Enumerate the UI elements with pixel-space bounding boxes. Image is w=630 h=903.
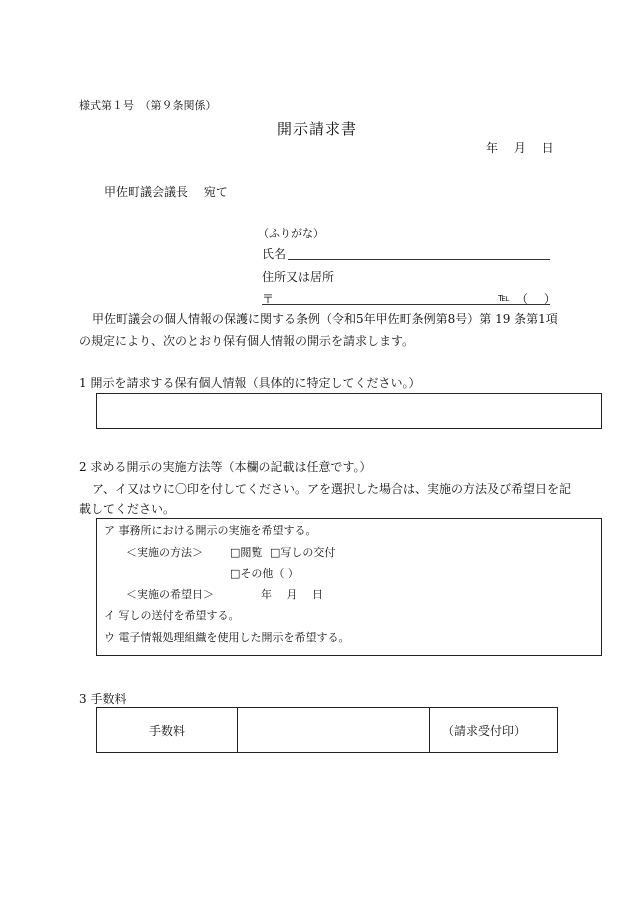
- option-a[interactable]: ア 事務所における開示の実施を希望する。: [104, 524, 317, 537]
- fee-table: [96, 707, 558, 753]
- address-label: 住所又は居所: [262, 270, 335, 284]
- addressee: 甲佐町議会議長 宛て: [104, 185, 228, 199]
- method-view-checkbox[interactable]: □閲覧: [230, 546, 263, 559]
- disclosure-method-box: [96, 518, 602, 656]
- fee-label: 手数料: [148, 723, 185, 738]
- intro-line-2: の規定により、次のとおり保有個人情報の開示を請求します。: [79, 334, 415, 348]
- section-2-note-1: ア、イ又はウに〇印を付してください。アを選択した場合は、実施の方法及び希望日を記: [92, 482, 572, 496]
- section-3-heading: 3 手数料: [79, 692, 127, 706]
- stamp-cell: [430, 708, 557, 752]
- date-field[interactable]: 年 月 日: [486, 141, 554, 155]
- form-number: 様式第１号 （第９条関係）: [79, 99, 217, 112]
- section-2-heading: 2 求める開示の実施方法等（本欄の記載は任意です。）: [79, 460, 372, 474]
- name-label: 氏名: [262, 247, 287, 261]
- date-label: ＜実施の希望日＞: [126, 588, 214, 601]
- name-input-line[interactable]: [288, 259, 550, 260]
- furigana-label: （ふりがな）: [258, 227, 324, 240]
- page-title: 開示請求書: [277, 120, 358, 138]
- fee-label-cell: [97, 708, 238, 752]
- section-2-note-2: 載してください。: [79, 502, 176, 516]
- method-label: ＜実施の方法＞: [126, 546, 203, 559]
- option-c[interactable]: ウ 電子情報処理組織を使用した開示を希望する。: [104, 631, 350, 644]
- requested-info-box[interactable]: [96, 393, 602, 429]
- intro-line-1: 甲佐町議会の個人情報の保護に関する条例（令和5年甲佐町条例第8号）第 19 条第1項: [92, 312, 558, 326]
- address-input-line[interactable]: [262, 304, 550, 305]
- method-other-checkbox[interactable]: □その他（ ）: [230, 567, 299, 580]
- option-b[interactable]: イ 写しの送付を希望する。: [104, 609, 240, 622]
- method-copy-checkbox[interactable]: □写しの交付: [270, 546, 336, 559]
- tel-label: ℡: [498, 291, 510, 304]
- postal-mark: 〒: [262, 292, 275, 306]
- preferred-date-field[interactable]: 年 月 日: [261, 588, 323, 601]
- fee-amount-cell[interactable]: [238, 708, 430, 752]
- stamp-label: （請求受付印）: [442, 723, 527, 738]
- section-1-heading: 1 開示を請求する保有個人情報（具体的に特定してください。）: [79, 376, 421, 390]
- tel-parens[interactable]: （ ）: [516, 292, 556, 306]
